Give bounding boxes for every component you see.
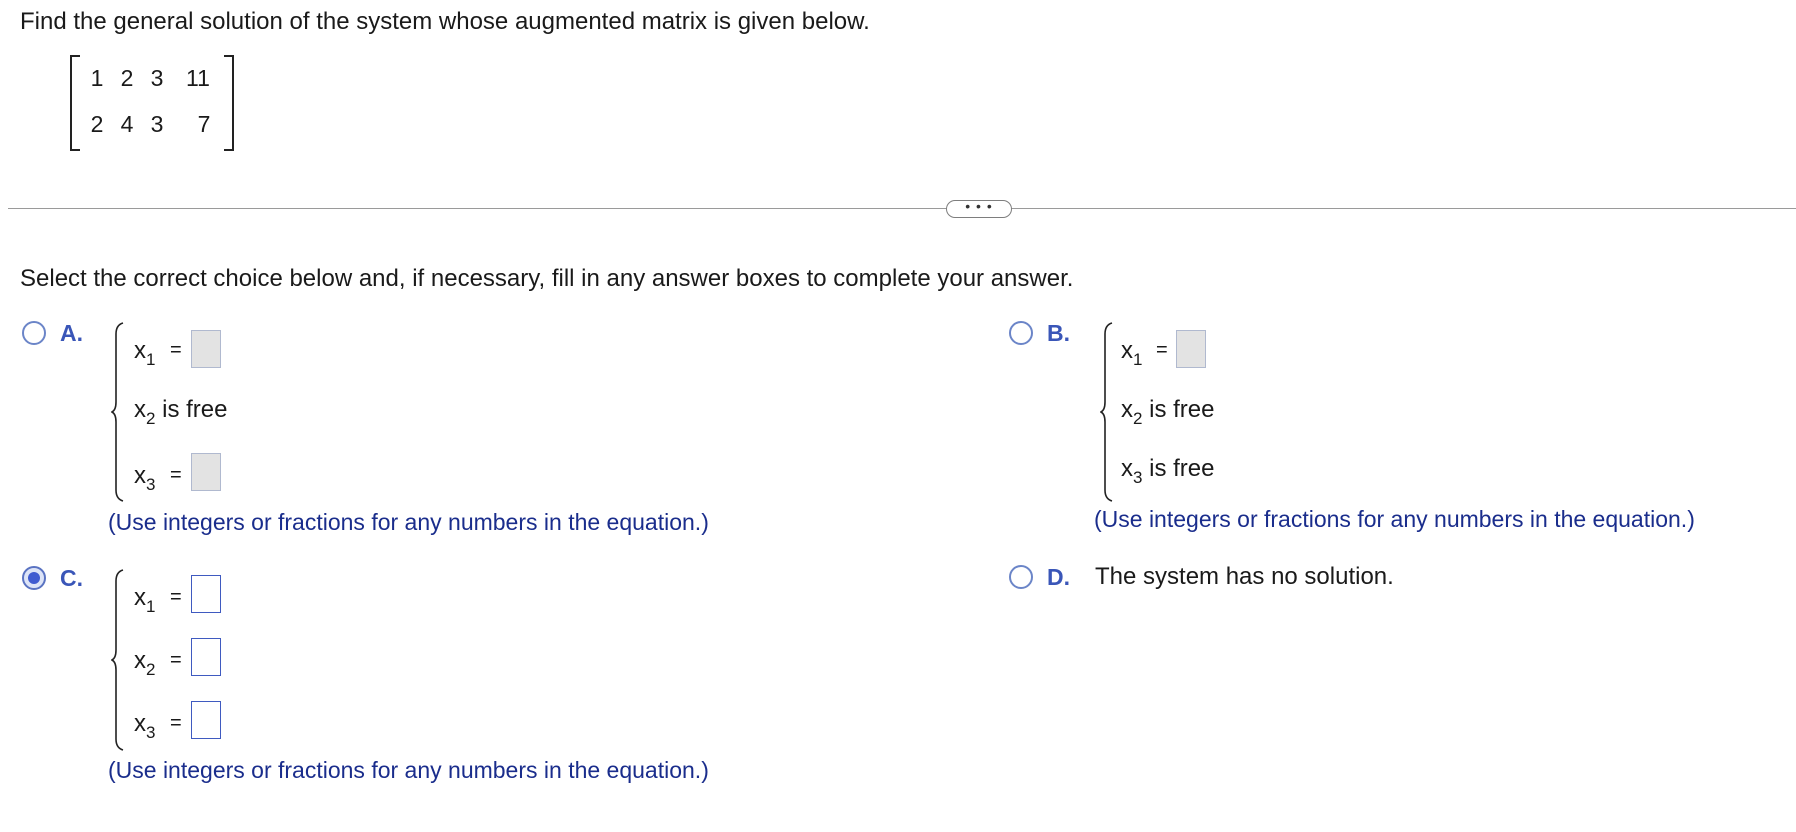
left-brace — [111, 322, 125, 502]
radio-choice-a[interactable] — [22, 321, 46, 345]
equals-sign: = — [170, 464, 182, 486]
choice-b-letter: B. — [1047, 320, 1070, 346]
instruction-text: Select the correct choice below and, if necessary, fill in any answer boxes to complete your answer. — [20, 265, 1074, 292]
answer-box-a-x1[interactable] — [191, 330, 221, 368]
show-more-button[interactable]: • • • — [946, 200, 1012, 218]
answer-box-c-x3[interactable] — [191, 701, 221, 739]
choice-a-letter: A. — [60, 320, 83, 346]
equation-x2: $x_2$ — [134, 647, 156, 679]
answer-box-b-x1[interactable] — [1176, 330, 1206, 368]
section-divider — [8, 208, 1796, 209]
choice-d-text: The system has no solution. — [1095, 563, 1394, 590]
matrix-cell: 11 — [186, 65, 210, 91]
left-brace — [111, 569, 125, 751]
equals-sign: = — [1156, 339, 1168, 361]
matrix-cell: 2 — [90, 111, 104, 137]
left-brace — [1100, 322, 1114, 502]
choice-c-letter: C. — [60, 565, 83, 591]
equation-x1: $x_1$ — [134, 584, 156, 616]
equals-sign: = — [170, 712, 182, 734]
matrix-cell: 3 — [150, 111, 164, 137]
hint-text-c: (Use integers or fractions for any numbers in the equation.) — [108, 757, 709, 783]
equals-sign: = — [170, 586, 182, 608]
hint-text-b: (Use integers or fractions for any numbers in the equation.) — [1094, 506, 1695, 532]
question-prompt: Find the general solution of the system whose augmented matrix is given below. — [20, 8, 870, 35]
matrix-right-bracket — [224, 55, 234, 151]
matrix-cell: 1 — [90, 65, 104, 91]
matrix-left-bracket — [70, 55, 80, 151]
radio-choice-d[interactable] — [1009, 565, 1033, 589]
equation-x3: $x_3$ is free — [1121, 455, 1215, 487]
matrix-cell: 7 — [197, 111, 211, 137]
equation-x3: $x_3$ — [134, 710, 156, 742]
equation-x1: $x_1$ — [1121, 337, 1143, 369]
radio-choice-b[interactable] — [1009, 321, 1033, 345]
equation-x1: $x_1$ — [134, 337, 156, 369]
equals-sign: = — [170, 649, 182, 671]
matrix-cell: 4 — [120, 111, 134, 137]
equals-sign: = — [170, 339, 182, 361]
equation-x2: $x_2$ is free — [134, 396, 228, 428]
answer-box-c-x2[interactable] — [191, 638, 221, 676]
augmented-matrix — [70, 55, 234, 147]
radio-choice-c[interactable] — [22, 566, 46, 590]
matrix-cell: 3 — [150, 65, 164, 91]
equation-x3: $x_3$ — [134, 462, 156, 494]
answer-box-a-x3[interactable] — [191, 453, 221, 491]
answer-box-c-x1[interactable] — [191, 575, 221, 613]
choice-d-letter: D. — [1047, 564, 1070, 590]
hint-text-a: (Use integers or fractions for any numbers in the equation.) — [108, 509, 709, 535]
matrix-cell: 2 — [120, 65, 134, 91]
equation-x2: $x_2$ is free — [1121, 396, 1215, 428]
